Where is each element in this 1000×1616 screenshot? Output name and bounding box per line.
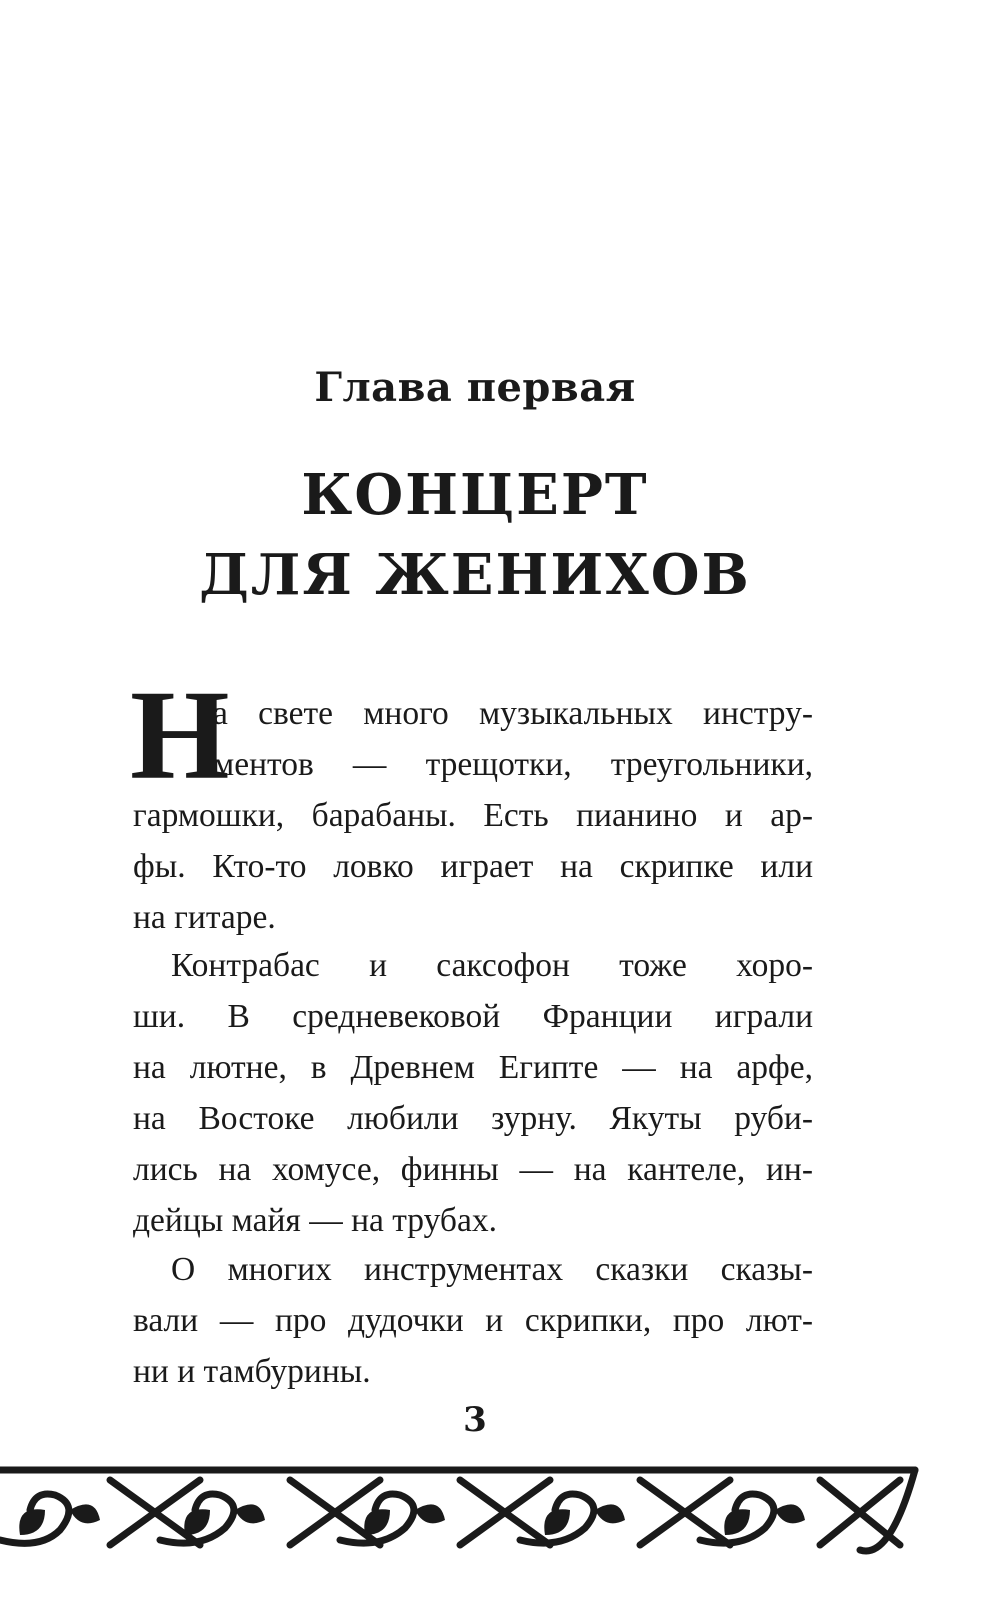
text-line: фы. Кто-то ловко играет на скрипке или — [133, 848, 813, 885]
text-line: вали — про дудочки и скрипки, про лют- — [133, 1302, 813, 1339]
chapter-title-line-2: ДЛЯ ЖЕНИХОВ — [199, 542, 751, 608]
text-line: гармошки, барабаны. Есть пианино и ар- — [133, 797, 813, 834]
paragraph-1 — [133, 688, 813, 943]
text-line: дейцы майя — на трубах. — [133, 1202, 497, 1239]
scroll-vine-ornament-icon — [0, 1450, 935, 1560]
text-line: на лютне, в Древнем Египте — на арфе, — [133, 1049, 813, 1086]
text-line: О многих инструментах сказки сказы- — [171, 1251, 813, 1288]
chapter-title — [0, 455, 950, 615]
page-number: 3 — [463, 1400, 487, 1440]
text-line: ментов — трещотки, треугольники, — [213, 746, 813, 783]
chapter-label: Глава первая — [314, 364, 636, 411]
paragraph-3 — [133, 1244, 813, 1397]
text-line: Контрабас и саксофон тоже хоро- — [171, 947, 813, 984]
text-line: ши. В средневековой Франции играли — [133, 998, 813, 1035]
drop-cap: Н — [130, 664, 230, 806]
text-line: на Востоке любили зурну. Якуты руби- — [133, 1100, 813, 1137]
text-line: на гитаре. — [133, 899, 276, 936]
paragraph-2 — [133, 940, 813, 1246]
chapter-title-line-1: КОНЦЕРТ — [301, 462, 649, 528]
text-line: а свете много музыкальных инстру- — [213, 695, 813, 732]
text-line: лись на хомусе, финны — на кантеле, ин- — [133, 1151, 813, 1188]
text-line: ни и тамбурины. — [133, 1353, 371, 1390]
